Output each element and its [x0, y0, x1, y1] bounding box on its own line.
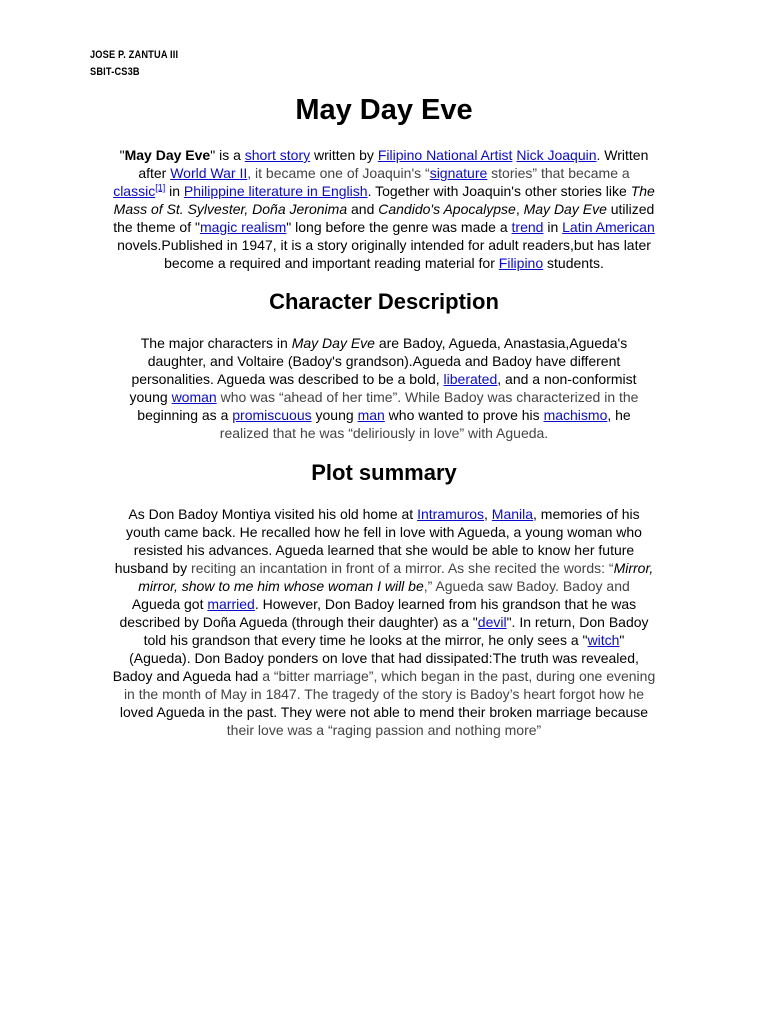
link-philippine-literature-in-english[interactable]: Philippine literature in English	[183, 183, 368, 199]
text: reciting an incantation in front of a mirror. As she recited the words: “	[191, 560, 614, 576]
link-man[interactable]: man	[357, 407, 385, 423]
text: . Together with Joaquin's other stories like	[367, 183, 631, 199]
text: "	[119, 147, 125, 163]
link-intramuros[interactable]: Intramuros	[417, 506, 484, 522]
link-liberated[interactable]: liberated	[443, 371, 498, 387]
text: young	[129, 389, 172, 405]
italic-text: Mirror,	[613, 560, 654, 576]
intro-line	[60, 146, 708, 164]
text: , and a non-conformist	[497, 371, 637, 387]
text: ,	[515, 201, 524, 217]
italic-text: Candido's Apocalypse	[378, 201, 516, 217]
italic-text: May Day Eve	[523, 201, 607, 217]
text: As Don Badoy Montiya visited his old home at	[128, 506, 418, 522]
text: after	[138, 165, 171, 181]
plot-line	[60, 595, 708, 613]
text: the theme of "	[113, 219, 200, 235]
plot-line: loved Agueda in the past. They were not able to mend their broken marriage because	[119, 704, 649, 720]
author-name: JOSE P. ZANTUA III	[90, 49, 179, 61]
text: in	[543, 219, 563, 235]
text: told his grandson that every time he looks at the mirror, he only sees a "	[143, 632, 588, 648]
plot-line: in the month of May in 1847. The tragedy of the story is Badoy’s heart forgot how he	[123, 686, 645, 702]
text: , he	[607, 407, 631, 423]
link-classic[interactable]: classic	[113, 183, 156, 199]
text: , memories of his	[533, 506, 640, 522]
heading-plot-summary: Plot summary	[311, 460, 457, 485]
text: The major characters in	[140, 335, 292, 351]
text: a “bitter marriage”, which began in the past, during one evening	[262, 668, 656, 684]
text: " long before the genre was made a	[286, 219, 512, 235]
link-devil[interactable]: devil	[477, 614, 507, 630]
intro-line: novels.Published in 1947, it is a story originally intended for adult readers,but has later	[117, 237, 651, 253]
text: husband by	[114, 560, 192, 576]
character-line	[60, 388, 708, 406]
link-machismo[interactable]: machismo	[543, 407, 608, 423]
link-woman[interactable]: woman	[171, 389, 217, 405]
character-paragraph	[60, 334, 708, 442]
intro-line	[60, 182, 708, 200]
text: utilized	[606, 201, 655, 217]
author-block	[90, 47, 178, 81]
italic-text: mirror, show to me him whose woman I will be	[138, 578, 424, 594]
text: ". In return, Don Badoy	[506, 614, 649, 630]
text: become a required and important reading material for	[164, 255, 499, 271]
text: . Written	[596, 147, 649, 163]
plot-line	[60, 505, 708, 523]
document-title: May Day Eve	[295, 94, 473, 126]
intro-line	[60, 254, 708, 272]
text: ,” Agueda saw Badoy. Badoy and	[423, 578, 630, 594]
character-line	[60, 334, 708, 352]
link-married[interactable]: married	[207, 596, 255, 612]
link-latin-american[interactable]: Latin American	[562, 219, 655, 235]
text: , it became one of Joaquin's “	[247, 165, 430, 181]
plot-line: their love was a “raging passion and nothing more”	[226, 722, 542, 738]
text: in	[165, 183, 184, 199]
link-manila[interactable]: Manila	[491, 506, 534, 522]
link-witch[interactable]: witch	[587, 632, 620, 648]
author-section: SBIT-CS3B	[90, 66, 140, 78]
text: written by	[310, 147, 378, 163]
intro-line	[60, 218, 708, 236]
plot-line	[60, 667, 708, 685]
text: . However, Don Badoy learned from his grandson that he was	[254, 596, 637, 612]
link-signature[interactable]: signature	[429, 165, 488, 181]
link-trend[interactable]: trend	[511, 219, 544, 235]
heading-character-description: Character Description	[269, 289, 499, 314]
character-line	[60, 370, 708, 388]
text: personalities. Agueda was described to be a bold,	[131, 371, 444, 387]
character-line: realized that he was “deliriously in love” with Agueda.	[219, 425, 549, 441]
text: who was “ahead of her time”. While Badoy was characterized in the	[216, 389, 639, 405]
text: students.	[543, 255, 604, 271]
link-magic-realism[interactable]: magic realism	[199, 219, 287, 235]
text: and	[347, 201, 379, 217]
plot-paragraph	[60, 505, 708, 739]
link-promiscuous[interactable]: promiscuous	[232, 407, 312, 423]
citation-link[interactable]: [1]	[155, 182, 166, 193]
link-filipino[interactable]: Filipino	[498, 255, 544, 271]
intro-paragraph	[60, 146, 708, 272]
text: beginning as a	[137, 407, 233, 423]
text: stories” that became a	[487, 165, 630, 181]
text: Badoy and Agueda had	[112, 668, 263, 684]
plot-line	[60, 613, 708, 631]
story-title-bold: May Day Eve	[124, 147, 211, 163]
text: young	[311, 407, 358, 423]
text: are Badoy, Agueda, Anastasia,Agueda's	[374, 335, 628, 351]
text: who wanted to prove his	[384, 407, 544, 423]
intro-line	[60, 200, 708, 218]
plot-line	[60, 631, 708, 649]
text: "	[619, 632, 625, 648]
text: ,	[484, 506, 492, 522]
italic-text: The	[630, 183, 655, 199]
link-world-war-ii[interactable]: World War II	[170, 165, 248, 181]
plot-line: resisted his advances. Agueda learned that she would be able to know her future	[133, 542, 635, 558]
link-filipino-national-artist[interactable]: Filipino National Artist	[377, 147, 513, 163]
plot-line: youth came back. He recalled how he fell in love with Agueda, a young woman who	[126, 524, 642, 540]
italic-text: Mass of St. Sylvester, Doña Jeronima	[113, 201, 348, 217]
plot-line	[60, 577, 708, 595]
text: Agueda got	[131, 596, 208, 612]
character-line: daughter, and Voltaire (Badoy's grandson).Agueda and Badoy have different	[147, 353, 621, 369]
link-nick-joaquin[interactable]: Nick Joaquin	[516, 147, 597, 163]
character-line	[60, 406, 708, 424]
intro-line	[60, 164, 708, 182]
plot-line	[60, 559, 708, 577]
text: described by Doña Agueda (through their daughter) as a "	[119, 614, 478, 630]
italic-text: May Day Eve	[291, 335, 375, 351]
link-short-story[interactable]: short story	[244, 147, 311, 163]
text: " is a	[210, 147, 245, 163]
plot-line: (Agueda). Don Badoy ponders on love that had dissipated:The truth was revealed,	[129, 650, 639, 666]
